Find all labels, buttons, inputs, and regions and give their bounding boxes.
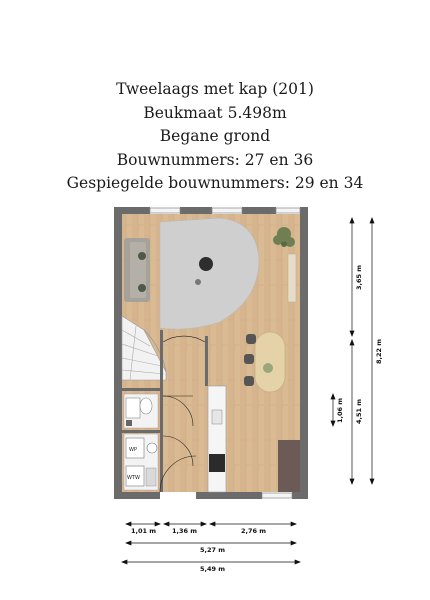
dim-bottom-3: 2,76 m: [241, 527, 267, 535]
bin: [126, 420, 132, 426]
title-line: Tweelaags met kap (201): [116, 80, 314, 98]
cooktop: [209, 454, 225, 472]
dim-bottom-2: 1,36 m: [172, 527, 198, 535]
title-line: Gespiegelde bouwnummers: 29 en 34: [66, 174, 364, 192]
window: [276, 208, 300, 213]
sideboard: [288, 254, 296, 302]
wall-bottom-segment: [196, 492, 262, 499]
sofa: [124, 238, 150, 302]
window: [212, 208, 242, 213]
wall-left: [114, 207, 122, 499]
cabinet: [278, 440, 300, 492]
toilet-room: [124, 394, 158, 428]
dim-bottom-outer: 5,49 m: [200, 565, 226, 573]
wall-bottom-segment: [292, 492, 308, 499]
dim-right-lower: 4,51 m: [355, 398, 363, 424]
toilet: [140, 398, 152, 414]
side-table: [195, 279, 201, 285]
coffee-table: [199, 257, 213, 271]
dim-bottom-1: 1,01 m: [131, 527, 157, 535]
window: [150, 208, 180, 213]
title-line: Beukmaat 5.498m: [143, 103, 287, 122]
wall-bottom-segment: [114, 492, 160, 499]
dim-right-total: 8,22 m: [375, 338, 383, 364]
technical-room: [124, 434, 158, 490]
dim-bottom-inner: 5,27 m: [200, 546, 226, 554]
wall-top-segment: [242, 207, 276, 214]
title-line: Begane grond: [159, 127, 271, 145]
title-line: Bouwnummers: 27 en 36: [116, 150, 314, 169]
dim-right-small: 1,06 m: [336, 397, 344, 423]
window: [262, 493, 292, 498]
dining-table: [255, 332, 285, 392]
dimension-lines-right: [331, 218, 374, 484]
dining-set: [244, 332, 285, 392]
wall-top-segment: [180, 207, 212, 214]
wp-label: WP: [129, 447, 137, 453]
boiler: [147, 443, 157, 453]
dim-right-upper: 3,65 m: [355, 264, 363, 290]
kitchen-sink: [212, 410, 222, 424]
sink: [126, 398, 140, 418]
wtw-label: WTW: [127, 475, 140, 481]
wall-right: [300, 207, 308, 499]
wall-top-segment: [114, 207, 150, 214]
kitchen-counter: [208, 386, 226, 492]
